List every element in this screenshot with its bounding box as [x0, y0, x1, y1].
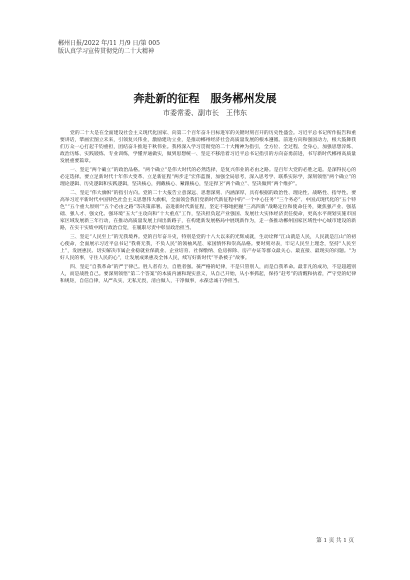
paragraph-section-3: 三、坚定“人民至上”的无我境界。党的百年奋斗史，特别是党的十八大以来的光辉成就，生动诠释“江山就是人民，人民就是江山”的初心使命，全面展示习近平总书记“我将无我，不负人民”的领袖风范、家国情怀和崇高品格。要时刻对表，牢记人民至上理念，坚持“人民至上”，发展惠民、切实解决市属企业稳就业保就业、企业培育、社保缴纳、危房拆除、房产办证等群众最关心、最直接、最现实的问题。“为好人民的事，守住人民的心”，让发展成果惠及全体人民，续写好新时代“半条被子”故事。 [60, 235, 356, 261]
article-byline: 市委常委、副市长 王伟东 [163, 109, 247, 117]
paragraph-intro: 党的二十大是在全面建设社会主义现代化国家、向第二个百年奋斗目标进军的关键时刻召开的历史性盛会。习近平总书记所作报告和重要讲话，擘画宏图立未来，引领复兴伟业，激励建功立业，是推动郴州经济社会高质量发展的根本遵循。前进方向和强国动力，根大鼓舞我们万众一心打起千钧重担，团结奋斗推进千秋伟业。我将深入学习贯彻党的二十大精神为指引，全方位、全过程、全身心，加强思想淬炼、政治历练、实践锻炼、专业训练，学懂弄通做实，做到思想统一、坚定不移沿着习近平总书记指引的方向奋勇前进，书写新时代郴州高质量发展重要篇章。 [60, 131, 356, 164]
paragraph-section-2: 二、坚定“伟大旗帜”的指引方向。党的二十大报告立意深远、思想深刻、内涵深厚，具有根据的政治性、理论性、战略性、指导性。要高举习近平新时代中国特色社会主义思想伟大旗帜，全面领会我们党新时代新征程中的“一个中心任务”“三个务必”、中国式现代化的“五个特色”“五个重大原则”“五个必由之路”等决策部署。奋进新时代新征程，坚定不移地把握“三高四新”战略定位和使命任务，聚焦强产业、强基础、强人才、强文化、强环境“五大”主攻向和“十大重点”工作，坚决担负起产业强国、发展壮大实体经济责任使命，更高水平规划实施市国家区域发展新三年行动，在推动高质量发展上闯出新路子，在构建新发展格局中展现新作为，走一条推动郴州国家区域性中心城市建设的新路，在实干实绩中践行政治自觉，在履职尽责中彰显政治担当。 [60, 191, 356, 231]
header-section-line: 版认真学习宣传贯彻党的二十大精神 [58, 48, 155, 55]
article-body [60, 130, 356, 287]
document-header [58, 40, 160, 56]
header-source-line: 郴州日报/2022 年/11 月/9 日/第 005 [58, 40, 160, 47]
page-number: 第 1 页 共 1 页 [316, 538, 354, 544]
paragraph-section-4: 四、坚定“自我革命”的严于律己。胜人者有力，自胜者强。葆严格的纪律，不是只管别人，而是自我革命。最非凡的成功，不是超越别人，而是战胜自己。要深刻领悟“第二个答案”的本质内涵和现实意义，从自己开始，从小事抓起，保持“赶考”的清醒和执着，严守党的纪律和规矩，自信自律，从严从实，无私无畏，清白做人，干净做事，永葆忠诚干净担当。 [60, 265, 356, 284]
article-title: 奔赴新的征程 服务郴州发展 [133, 92, 277, 105]
paragraph-section-1: 一、坚定“两个确立”的政治品格。“两个确立”是伟大时代的必然选择，是复兴伟业的必由之路。是百年大党的必胜之道。是深得民心的必定选择。要立足新时代十年伟大变革、立足新征程“两步走”宏伟蓝图，加强全局思考，深入思考学、联系实际学，深刻领悟“两个确立”的理论逻辑、历史逻辑和实践逻辑，坚决核心，拥戴核心、紧跟核心，坚定捍卫“两个确立”、坚决做到“两个维护”。 [60, 168, 356, 187]
